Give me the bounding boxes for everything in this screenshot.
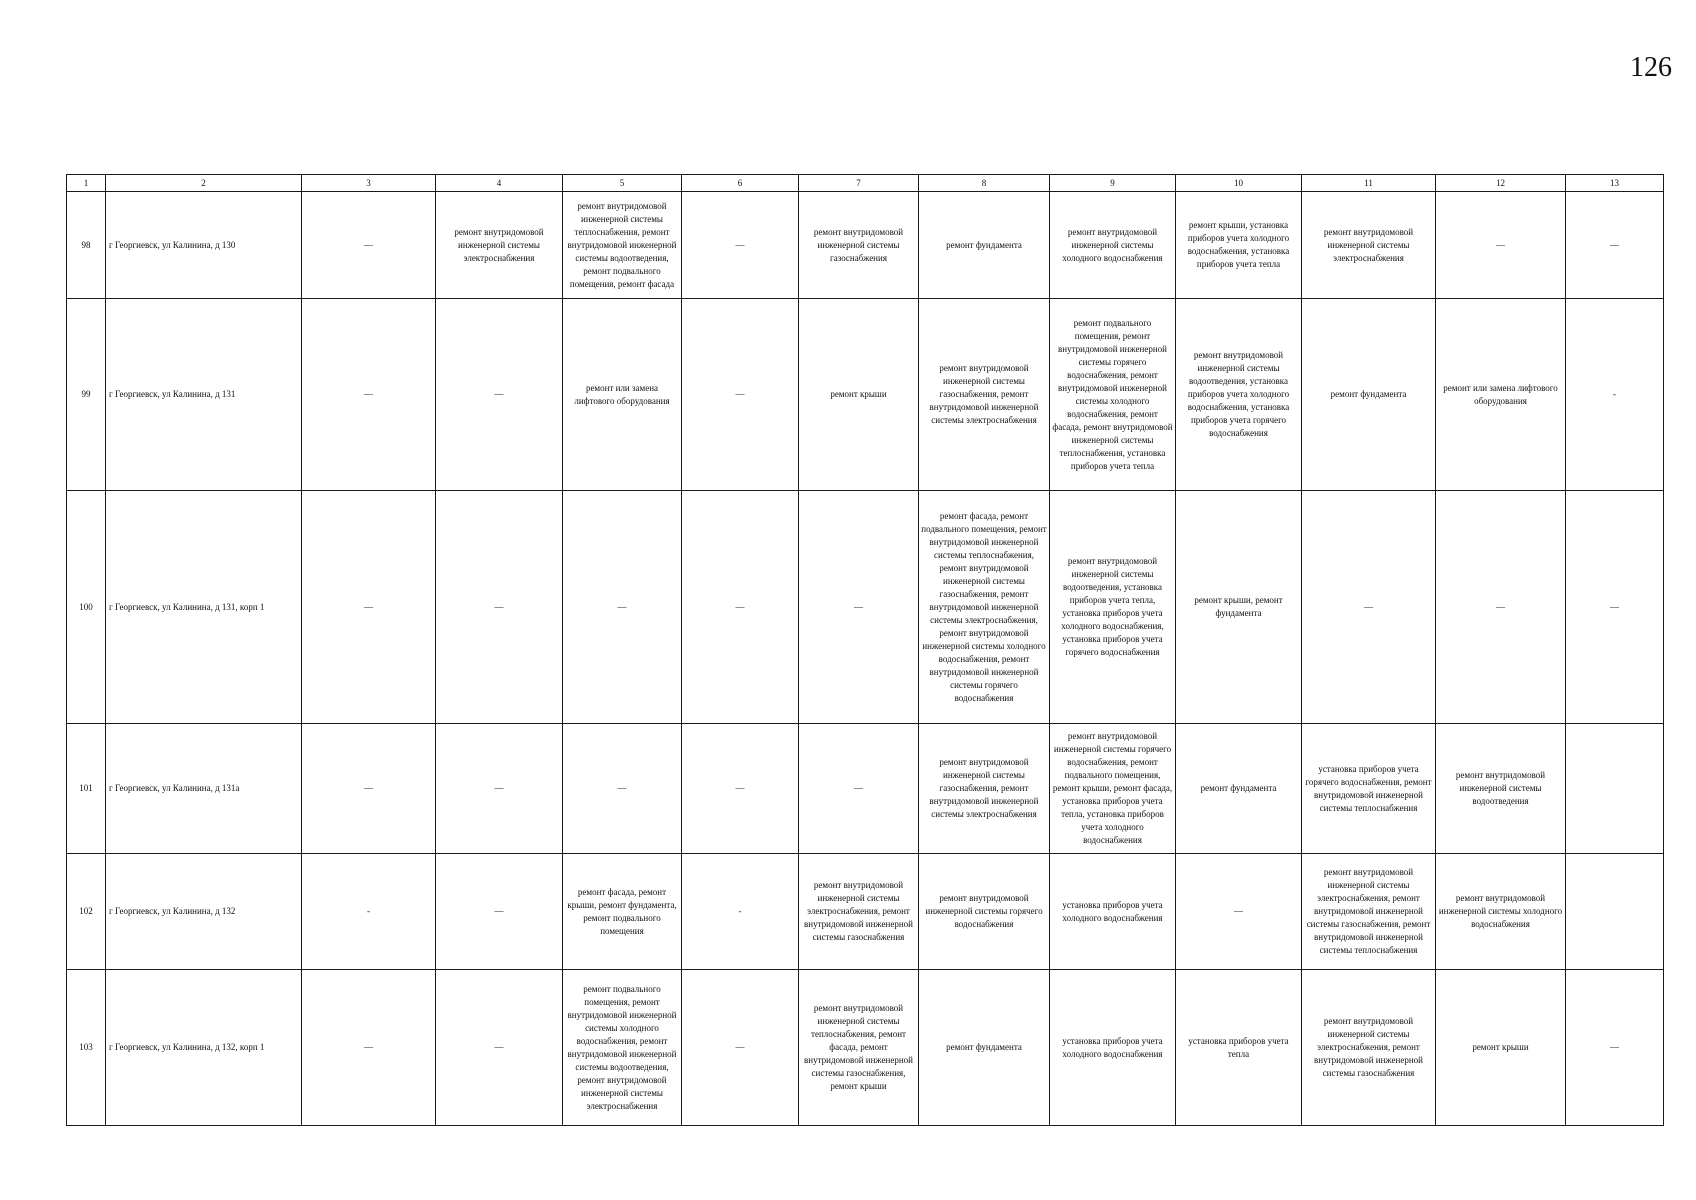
table-cell: ремонт фундамента bbox=[1302, 299, 1436, 491]
column-number: 1 bbox=[67, 175, 106, 192]
table-cell: ремонт внутридомовой инженерной системы газоснабжения, ремонт внутридомовой инженерной системы электроснабжения bbox=[919, 724, 1050, 854]
table-cell: установка приборов учета холодного водоснабжения bbox=[1050, 854, 1176, 970]
table-row bbox=[67, 854, 1664, 970]
column-number: 12 bbox=[1436, 175, 1566, 192]
table-cell: ремонт подвального помещения, ремонт внутридомовой инженерной системы горячего водоснабжения, ремонт внутридомовой инженерной системы холодного водоснабжения, ремонт фасада, ремонт внутридомовой инженерной системы теплоснабжения, установка приборов учета тепла bbox=[1050, 299, 1176, 491]
table-cell: — bbox=[302, 192, 436, 299]
table-cell: — bbox=[563, 491, 682, 724]
table-cell: — bbox=[682, 299, 799, 491]
table-cell: — bbox=[1302, 491, 1436, 724]
address-cell: г Георгиевск, ул Калинина, д 131а bbox=[106, 724, 302, 854]
table-cell: — bbox=[1566, 970, 1664, 1126]
table-cell: — bbox=[682, 970, 799, 1126]
table-row bbox=[67, 491, 1664, 724]
table-cell: ремонт подвального помещения, ремонт внутридомовой инженерной системы холодного водоснабжения, ремонт внутридомовой инженерной системы водоотведения, ремонт внутридомовой инженерной системы электроснабжения bbox=[563, 970, 682, 1126]
table-cell: ремонт фасада, ремонт подвального помещения, ремонт внутридомовой инженерной системы теплоснабжения, ремонт внутридомовой инженерной системы газоснабжения, ремонт внутридомовой инженерной системы электроснабжения, ремонт внутридомовой инженерной системы холодного водоснабжения, ремонт внутридомовой инженерной системы горячего водоснабжения bbox=[919, 491, 1050, 724]
column-number: 13 bbox=[1566, 175, 1664, 192]
table-cell: ремонт фасада, ремонт крыши, ремонт фундамента, ремонт подвального помещения bbox=[563, 854, 682, 970]
table-cell: ремонт внутридомовой инженерной системы горячего водоснабжения bbox=[919, 854, 1050, 970]
page-number: 126 bbox=[1630, 52, 1672, 83]
table-cell: ремонт внутридомовой инженерной системы электроснабжения, ремонт внутридомовой инженерной системы газоснабжения bbox=[799, 854, 919, 970]
row-number: 103 bbox=[67, 970, 106, 1126]
column-number: 6 bbox=[682, 175, 799, 192]
column-number: 11 bbox=[1302, 175, 1436, 192]
table-cell: — bbox=[1436, 192, 1566, 299]
table-cell: ремонт внутридомовой инженерной системы водоотведения, установка приборов учета холодного водоснабжения, установка приборов учета горячего водоснабжения bbox=[1176, 299, 1302, 491]
table-cell: — bbox=[436, 854, 563, 970]
table-row bbox=[67, 724, 1664, 854]
table-cell: установка приборов учета холодного водоснабжения bbox=[1050, 970, 1176, 1126]
table-cell: — bbox=[799, 491, 919, 724]
table-cell: — bbox=[1436, 491, 1566, 724]
table-cell: ремонт внутридомовой инженерной системы газоснабжения, ремонт внутридомовой инженерной системы электроснабжения bbox=[919, 299, 1050, 491]
table-cell: ремонт внутридомовой инженерной системы электроснабжения bbox=[1302, 192, 1436, 299]
repair-schedule-table bbox=[66, 174, 1664, 1126]
table-cell: ремонт фундамента bbox=[919, 192, 1050, 299]
table-cell: — bbox=[563, 724, 682, 854]
table-cell: установка приборов учета тепла bbox=[1176, 970, 1302, 1126]
table-cell: ремонт или замена лифтового оборудования bbox=[563, 299, 682, 491]
column-number-row bbox=[67, 175, 1664, 192]
table-cell: ремонт внутридомовой инженерной системы холодного водоснабжения bbox=[1050, 192, 1176, 299]
row-number: 99 bbox=[67, 299, 106, 491]
table-row bbox=[67, 299, 1664, 491]
table-cell: — bbox=[682, 192, 799, 299]
table-cell: — bbox=[682, 491, 799, 724]
table-cell bbox=[1566, 854, 1664, 970]
table-cell: ремонт крыши bbox=[1436, 970, 1566, 1126]
address-cell: г Георгиевск, ул Калинина, д 132 bbox=[106, 854, 302, 970]
column-number: 3 bbox=[302, 175, 436, 192]
table-cell: — bbox=[1566, 491, 1664, 724]
table-cell: ремонт фундамента bbox=[1176, 724, 1302, 854]
table-cell: — bbox=[436, 970, 563, 1126]
table-row bbox=[67, 192, 1664, 299]
table-cell: ремонт или замена лифтового оборудования bbox=[1436, 299, 1566, 491]
table-cell bbox=[1566, 724, 1664, 854]
table-cell: ремонт крыши, ремонт фундамента bbox=[1176, 491, 1302, 724]
table-cell: ремонт внутридомовой инженерной системы электроснабжения, ремонт внутридомовой инженерной системы газоснабжения, ремонт внутридомовой инженерной системы теплоснабжения bbox=[1302, 854, 1436, 970]
column-number: 9 bbox=[1050, 175, 1176, 192]
address-cell: г Георгиевск, ул Калинина, д 131, корп 1 bbox=[106, 491, 302, 724]
row-number: 98 bbox=[67, 192, 106, 299]
table-cell: ремонт внутридомовой инженерной системы водоотведения bbox=[1436, 724, 1566, 854]
table-cell: ремонт внутридомовой инженерной системы электроснабжения bbox=[436, 192, 563, 299]
table-cell: — bbox=[682, 724, 799, 854]
table-cell: - bbox=[1566, 299, 1664, 491]
table-cell: — bbox=[302, 970, 436, 1126]
row-number: 100 bbox=[67, 491, 106, 724]
table-cell: - bbox=[302, 854, 436, 970]
table-cell: установка приборов учета горячего водоснабжения, ремонт внутридомовой инженерной системы теплоснабжения bbox=[1302, 724, 1436, 854]
address-cell: г Георгиевск, ул Калинина, д 130 bbox=[106, 192, 302, 299]
table-cell: ремонт внутридомовой инженерной системы газоснабжения bbox=[799, 192, 919, 299]
table-cell: — bbox=[1176, 854, 1302, 970]
table-cell: — bbox=[436, 299, 563, 491]
address-cell: г Георгиевск, ул Калинина, д 132, корп 1 bbox=[106, 970, 302, 1126]
table-cell: - bbox=[682, 854, 799, 970]
table-cell: — bbox=[436, 491, 563, 724]
column-number: 2 bbox=[106, 175, 302, 192]
table-cell: ремонт внутридомовой инженерной системы горячего водоснабжения, ремонт подвального помещения, ремонт крыши, ремонт фасада, установка приборов учета тепла, установка приборов учета холодного водоснабжения bbox=[1050, 724, 1176, 854]
table-cell: — bbox=[302, 299, 436, 491]
column-number: 4 bbox=[436, 175, 563, 192]
table-cell: ремонт внутридомовой инженерной системы холодного водоснабжения bbox=[1436, 854, 1566, 970]
column-number: 5 bbox=[563, 175, 682, 192]
table-cell: — bbox=[302, 724, 436, 854]
table-cell: ремонт фундамента bbox=[919, 970, 1050, 1126]
address-cell: г Георгиевск, ул Калинина, д 131 bbox=[106, 299, 302, 491]
table-cell: ремонт крыши, установка приборов учета холодного водоснабжения, установка приборов учета тепла bbox=[1176, 192, 1302, 299]
table-cell: — bbox=[302, 491, 436, 724]
table-cell: ремонт внутридомовой инженерной системы электроснабжения, ремонт внутридомовой инженерной системы газоснабжения bbox=[1302, 970, 1436, 1126]
row-number: 102 bbox=[67, 854, 106, 970]
column-number: 7 bbox=[799, 175, 919, 192]
table-cell: ремонт внутридомовой инженерной системы теплоснабжения, ремонт внутридомовой инженерной системы водоотведения, ремонт подвального помещения, ремонт фасада bbox=[563, 192, 682, 299]
table-cell: — bbox=[799, 724, 919, 854]
table-cell: — bbox=[1566, 192, 1664, 299]
table-cell: ремонт внутридомовой инженерной системы водоотведения, установка приборов учета тепла, установка приборов учета холодного водоснабжения, установка приборов учета горячего водоснабжения bbox=[1050, 491, 1176, 724]
column-number: 8 bbox=[919, 175, 1050, 192]
table-row bbox=[67, 970, 1664, 1126]
column-number: 10 bbox=[1176, 175, 1302, 192]
table-cell: ремонт крыши bbox=[799, 299, 919, 491]
table-cell: ремонт внутридомовой инженерной системы теплоснабжения, ремонт фасада, ремонт внутридомовой инженерной системы газоснабжения, ремонт крыши bbox=[799, 970, 919, 1126]
table-cell: — bbox=[436, 724, 563, 854]
row-number: 101 bbox=[67, 724, 106, 854]
